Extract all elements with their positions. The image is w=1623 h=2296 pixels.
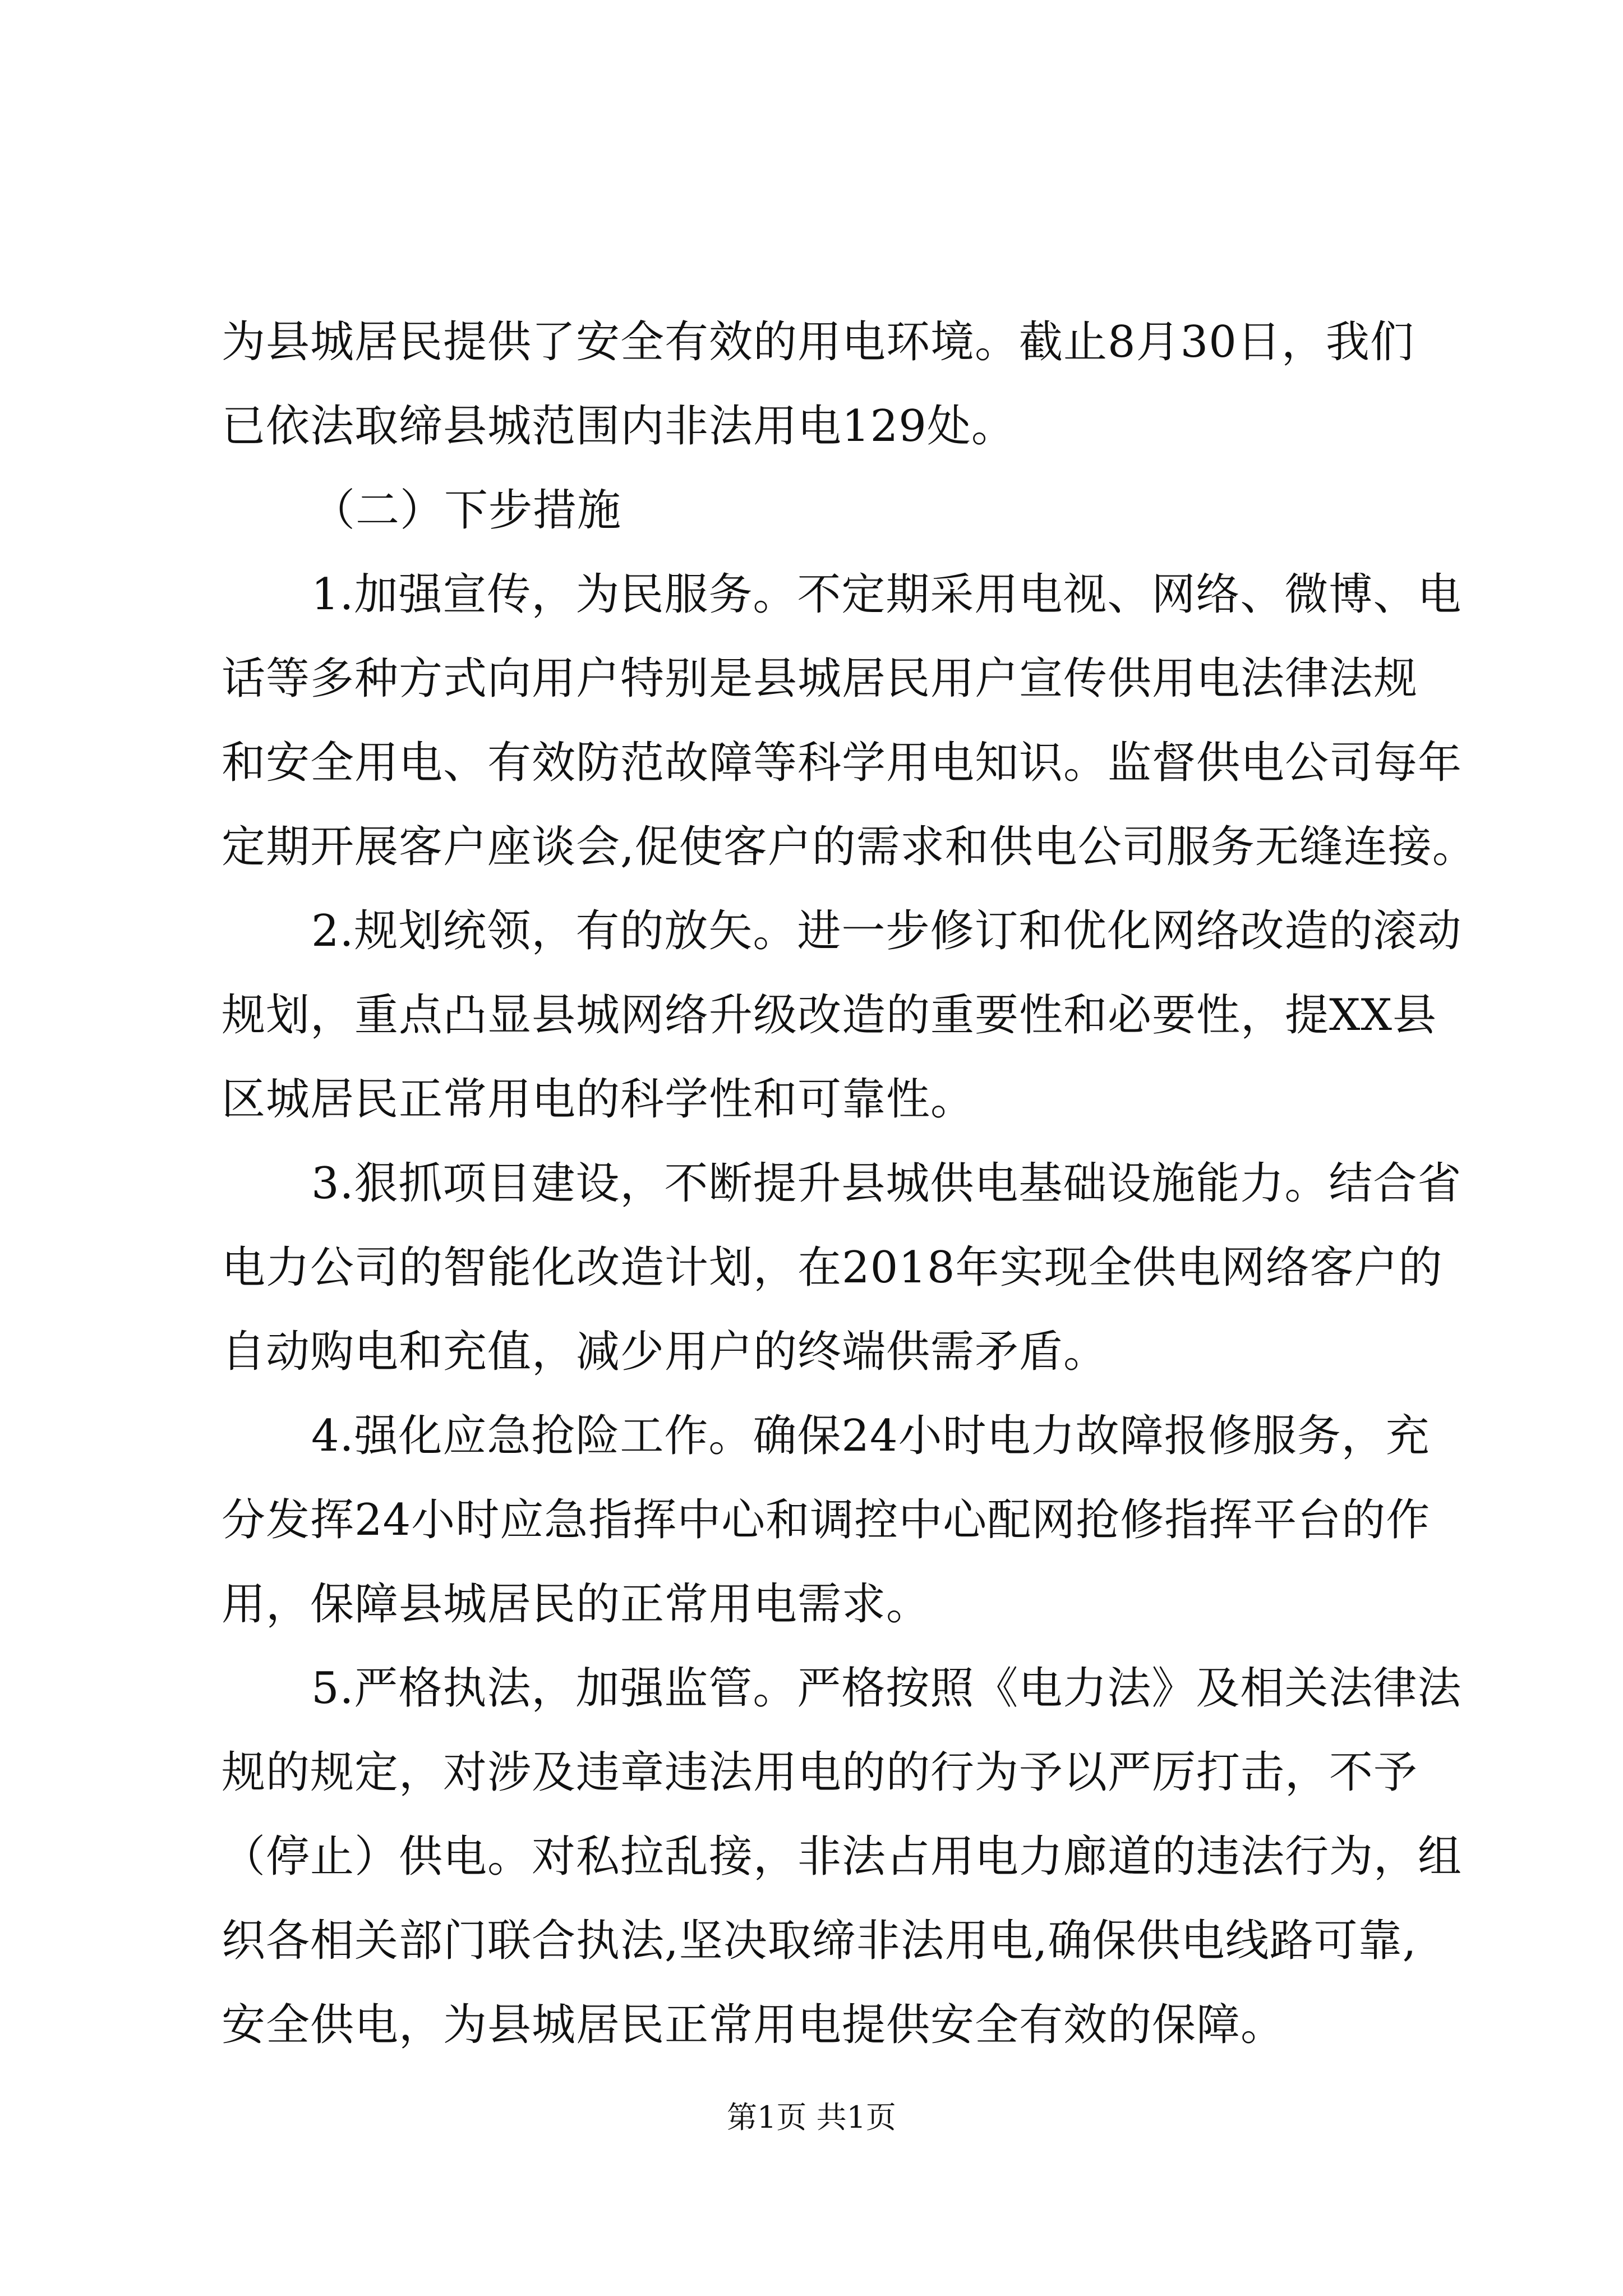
text-line: 电力公司的智能化改造计划，在2018年实现全供电网络客户的 [222,1243,1443,1293]
paragraph-first-line: 4.强化应急抢险工作。确保24小时电力故障报修服务，充 [311,1411,1430,1461]
text-line: 用，保障县城居民的正常用电需求。 [222,1579,931,1630]
paragraph-first-line: 1.加强宣传，为民服务。不定期采用电视、网络、微博、电 [311,569,1462,620]
paragraph-first-line: 5.严格执法，加强监管。严格按照《电力法》及相关法律法 [311,1663,1462,1714]
text-line: 安全供电，为县城居民正常用电提供安全有效的保障。 [222,2000,1285,2050]
paragraph-first-line: 2.规划统领，有的放矢。进一步修订和优化网络改造的滚动 [311,906,1462,956]
text-line: （停止）供电。对私拉乱接，非法占用电力廊道的违法行为，组 [222,1832,1463,1882]
page-number-footer: 第1页 共1页 [727,2100,896,2135]
text-line: 分发挥24小时应急指挥中心和调控中心配网抢修指挥平台的作 [222,1495,1431,1545]
text-line: 织各相关部门联合执法,坚决取缔非法用电,确保供电线路可靠, [222,1916,1417,1966]
text-line: 自动购电和充值，减少用户的终端供需矛盾。 [222,1327,1108,1377]
paragraph-first-line: 3.狠抓项目建设，不断提升县城供电基础设施能力。结合省 [311,1158,1462,1209]
text-line: 规划，重点凸显县城网络升级改造的重要性和必要性，提XX县 [222,990,1437,1041]
text-line: 话等多种方式向用户特别是县城居民用户宣传供用电法律法规 [222,654,1418,704]
text-line: 已依法取缔县城范围内非法用电129处。 [222,401,1016,452]
section-heading: （二）下步措施 [311,485,622,536]
document-body [222,300,1477,2067]
text-line: 定期开展客户座谈会,促使客户的需求和供电公司服务无缝连接。 [222,822,1477,872]
text-line: 和安全用电、有效防范故障等科学用电知识。监督供电公司每年 [222,738,1463,788]
text-line: 为县城居民提供了安全有效的用电环境。截止8月30日，我们 [222,317,1414,367]
text-line: 规的规定，对涉及违章违法用电的的行为予以严厉打击，不予 [222,1747,1418,1798]
text-line: 区城居民正常用电的科学性和可靠性。 [222,1074,975,1125]
